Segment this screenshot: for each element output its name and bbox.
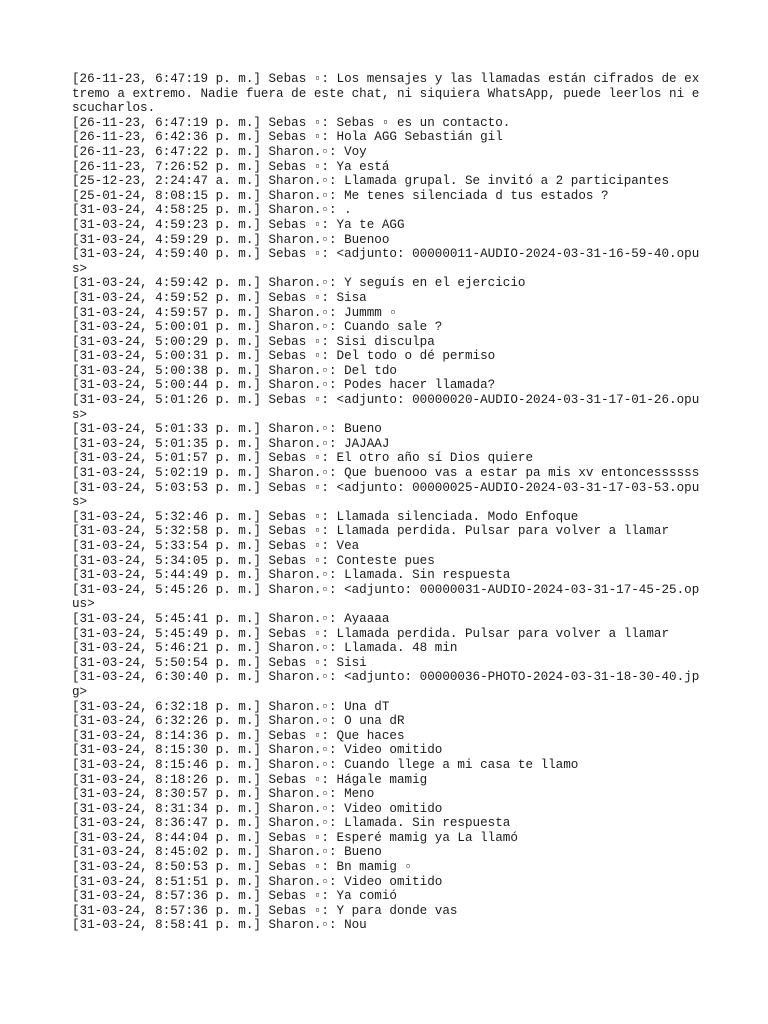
chat-line: [26-11-23, 6:47:19 p. m.] Sebas ▫: Sebas ▫ es un contacto. <box>72 115 511 130</box>
chat-line: [31-03-24, 5:01:33 p. m.] Sharon.▫: Bueno <box>72 422 382 437</box>
chat-line: [31-03-24, 5:32:58 p. m.] Sebas ▫: Llamada perdida. Pulsar para volver a llamar <box>72 524 670 539</box>
chat-line: [31-03-24, 4:59:40 p. m.] Sebas ▫: <adjunto: 00000011-AUDIO-2024-03-31-16-59-40.opus> <box>72 247 700 276</box>
chat-line: [31-03-24, 6:32:18 p. m.] Sharon.▫: Una dT <box>72 699 390 714</box>
chat-line: [31-03-24, 4:58:25 p. m.] Sharon.▫: . <box>72 203 352 218</box>
chat-line: [31-03-24, 8:50:53 p. m.] Sebas ▫: Bn mamig ▫ <box>72 860 413 875</box>
chat-line: [31-03-24, 8:18:26 p. m.] Sebas ▫: Hágale mamig <box>72 772 428 787</box>
chat-line: [31-03-24, 8:15:46 p. m.] Sharon.▫: Cuando llege a mi casa te llamo <box>72 757 579 772</box>
chat-line: [31-03-24, 5:46:21 p. m.] Sharon.▫: Llamada. 48 min <box>72 641 458 656</box>
chat-line: [31-03-24, 5:45:41 p. m.] Sharon.▫: Ayaaaa <box>72 611 390 626</box>
chat-line: [25-12-23, 2:24:47 a. m.] Sharon.▫: Llamada grupal. Se invitó a 2 participantes <box>72 174 670 189</box>
chat-line: [31-03-24, 5:45:49 p. m.] Sebas ▫: Llamada perdida. Pulsar para volver a llamar <box>72 626 670 641</box>
chat-line: [31-03-24, 5:50:54 p. m.] Sebas ▫: Sisi <box>72 655 367 670</box>
chat-line: [31-03-24, 8:51:51 p. m.] Sharon.▫: Video omitido <box>72 874 443 889</box>
chat-line: [31-03-24, 8:58:41 p. m.] Sharon.▫: Nou <box>72 918 367 933</box>
chat-line: [26-11-23, 6:42:36 p. m.] Sebas ▫: Hola AGG Sebastián gil <box>72 130 503 145</box>
chat-line: [31-03-24, 8:31:34 p. m.] Sharon.▫: Video omitido <box>72 801 443 816</box>
chat-line: [31-03-24, 5:02:19 p. m.] Sharon.▫: Que buenooo vas a estar pa mis xv entoncessssss <box>72 466 700 481</box>
chat-line: [31-03-24, 5:00:44 p. m.] Sharon.▫: Podes hacer llamada? <box>72 378 496 393</box>
chat-line: [31-03-24, 5:01:35 p. m.] Sharon.▫: JAJAAJ <box>72 436 390 451</box>
chat-line: [31-03-24, 8:14:36 p. m.] Sebas ▫: Que haces <box>72 728 405 743</box>
chat-transcript <box>72 72 702 933</box>
chat-line: [31-03-24, 4:59:57 p. m.] Sharon.▫: Jummm ▫ <box>72 305 397 320</box>
chat-line: [31-03-24, 4:59:52 p. m.] Sebas ▫: Sisa <box>72 290 367 305</box>
chat-line: [31-03-24, 5:00:38 p. m.] Sharon.▫: Del tdo <box>72 363 397 378</box>
chat-line: [25-01-24, 8:08:15 p. m.] Sharon.▫: Me tenes silenciada d tus estados ? <box>72 188 609 203</box>
chat-line: [31-03-24, 8:57:36 p. m.] Sebas ▫: Y para donde vas <box>72 903 458 918</box>
chat-line: [31-03-24, 6:30:40 p. m.] Sharon.▫: <adjunto: 00000036-PHOTO-2024-03-31-18-30-40.jpg> <box>72 670 700 699</box>
chat-line: [31-03-24, 8:15:30 p. m.] Sharon.▫: Video omitido <box>72 743 443 758</box>
chat-line: [31-03-24, 5:03:53 p. m.] Sebas ▫: <adjunto: 00000025-AUDIO-2024-03-31-17-03-53.opus> <box>72 480 700 510</box>
chat-line: [31-03-24, 5:34:05 p. m.] Sebas ▫: Conteste pues <box>72 553 435 568</box>
chat-line: [26-11-23, 6:47:19 p. m.] Sebas ▫: Los mensajes y las llamadas están cifrados de extremo a extremo. Nadie fuera de este chat, ni siquiera WhatsApp, puede leerlos ni escucharlos. <box>72 72 700 116</box>
chat-line: [31-03-24, 8:45:02 p. m.] Sharon.▫: Bueno <box>72 845 382 860</box>
chat-line: [31-03-24, 5:33:54 p. m.] Sebas ▫: Vea <box>72 539 360 553</box>
chat-line: [31-03-24, 5:00:01 p. m.] Sharon.▫: Cuando sale ? <box>72 320 443 335</box>
chat-line: [26-11-23, 7:26:52 p. m.] Sebas ▫: Ya está <box>72 159 390 174</box>
chat-line: [31-03-24, 8:44:04 p. m.] Sebas ▫: Esperé mamig ya La llamó <box>72 830 518 845</box>
chat-line: [31-03-24, 5:00:29 p. m.] Sebas ▫: Sisi disculpa <box>72 334 435 349</box>
chat-line: [31-03-24, 8:57:36 p. m.] Sebas ▫: Ya comió <box>72 889 397 904</box>
chat-line: [31-03-24, 4:59:23 p. m.] Sebas ▫: Ya te AGG <box>72 217 405 232</box>
chat-line: [31-03-24, 6:32:26 p. m.] Sharon.▫: O una dR <box>72 714 405 729</box>
chat-line: [26-11-23, 6:47:22 p. m.] Sharon.▫: Voy <box>72 144 367 159</box>
chat-line: [31-03-24, 8:36:47 p. m.] Sharon.▫: Llamada. Sin respuesta <box>72 816 511 831</box>
chat-line: [31-03-24, 5:01:26 p. m.] Sebas ▫: <adjunto: 00000020-AUDIO-2024-03-31-17-01-26.opus> <box>72 393 700 422</box>
chat-line: [31-03-24, 4:59:29 p. m.] Sharon.▫: Buenoo <box>72 232 390 247</box>
chat-line: [31-03-24, 5:32:46 p. m.] Sebas ▫: Llamada silenciada. Modo Enfoque <box>72 509 579 524</box>
chat-line: [31-03-24, 5:01:57 p. m.] Sebas ▫: El otro año sí Dios quiere <box>72 451 534 466</box>
chat-line: [31-03-24, 5:45:26 p. m.] Sharon.▫: <adjunto: 00000031-AUDIO-2024-03-31-17-45-25.opus> <box>72 582 700 612</box>
chat-line: [31-03-24, 5:00:31 p. m.] Sebas ▫: Del todo o dé permiso <box>72 349 496 364</box>
chat-line: [31-03-24, 5:44:49 p. m.] Sharon.▫: Llamada. Sin respuesta <box>72 568 511 583</box>
chat-line: [31-03-24, 8:30:57 p. m.] Sharon.▫: Meno <box>72 787 375 802</box>
chat-line: [31-03-24, 4:59:42 p. m.] Sharon.▫: Y seguís en el ejercicio <box>72 276 526 291</box>
